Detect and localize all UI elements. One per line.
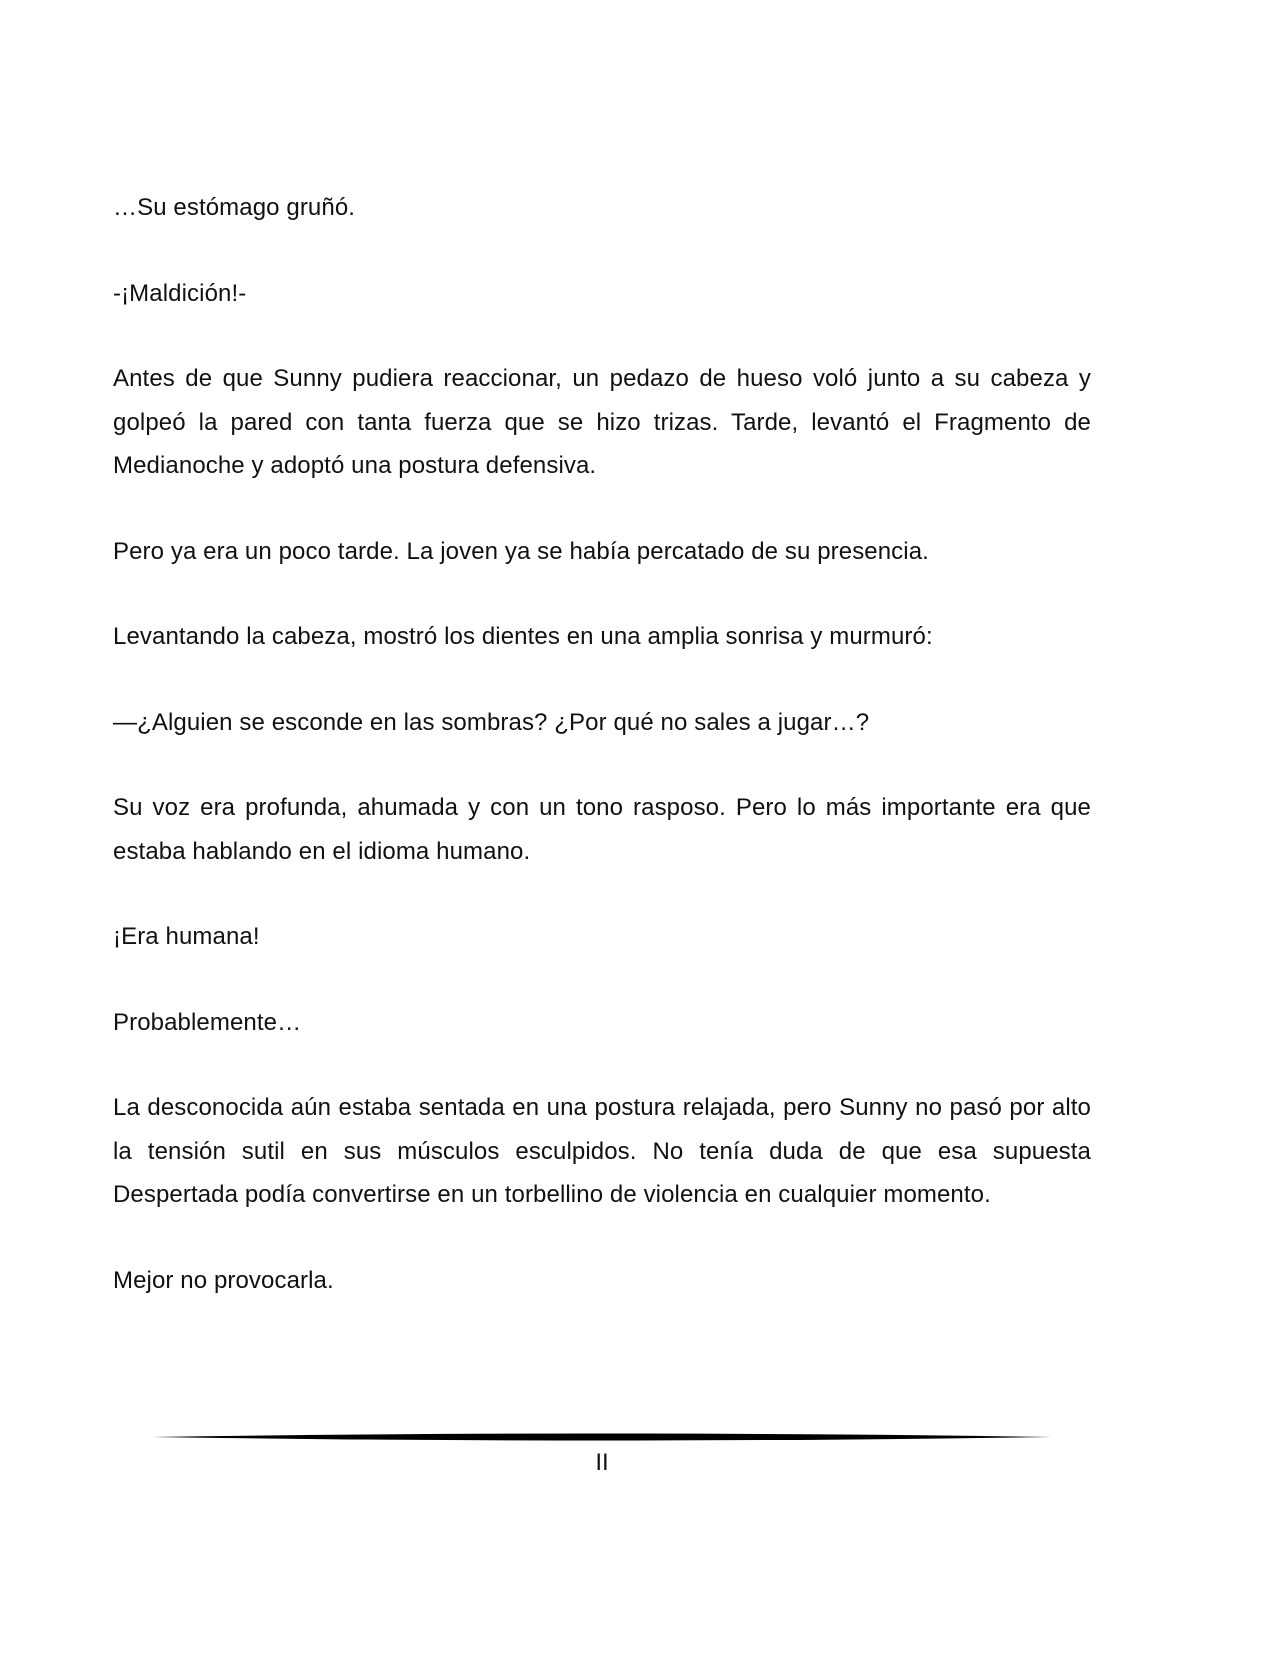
- page-number: II: [595, 1449, 609, 1476]
- paragraph: Probablemente…: [113, 1008, 302, 1036]
- body-text: [113, 186, 1091, 1344]
- paragraph: Mejor no provocarla.: [113, 1266, 334, 1294]
- paragraph: —¿Alguien se esconde en las sombras? ¿Por qué no sales a jugar…?: [113, 708, 870, 736]
- footer-divider: [152, 1430, 1052, 1444]
- paragraph: -¡Maldición!-: [113, 279, 247, 307]
- paragraph: ¡Era humana!: [113, 923, 260, 950]
- paragraph: Antes de que Sunny pudiera reaccionar, un pedazo de hueso voló junto a su cabeza y golpeó la pared con tanta fuerza que se hizo trizas. Tarde, levantó el Fragmento de Medianoche y adoptó una postura defensiva.: [113, 365, 1091, 479]
- paragraph: Levantando la cabeza, mostró los dientes en una amplia sonrisa y murmuró:: [113, 623, 933, 650]
- paragraph: Pero ya era un poco tarde. La joven ya se había percatado de su presencia.: [113, 537, 929, 565]
- paragraph: La desconocida aún estaba sentada en una postura relajada, pero Sunny no pasó por alto la tensión sutil en sus músculos esculpidos. No tenía duda de que esa supuesta Despertada podía convertirse en un torbellino de violencia en cualquier momento.: [113, 1094, 1091, 1208]
- divider-swash: [152, 1434, 1052, 1441]
- paragraph: Su voz era profunda, ahumada y con un tono rasposo. Pero lo más importante era que estaba hablando en el idioma humano.: [113, 794, 1091, 865]
- paragraph: …Su estómago gruñó.: [113, 194, 356, 221]
